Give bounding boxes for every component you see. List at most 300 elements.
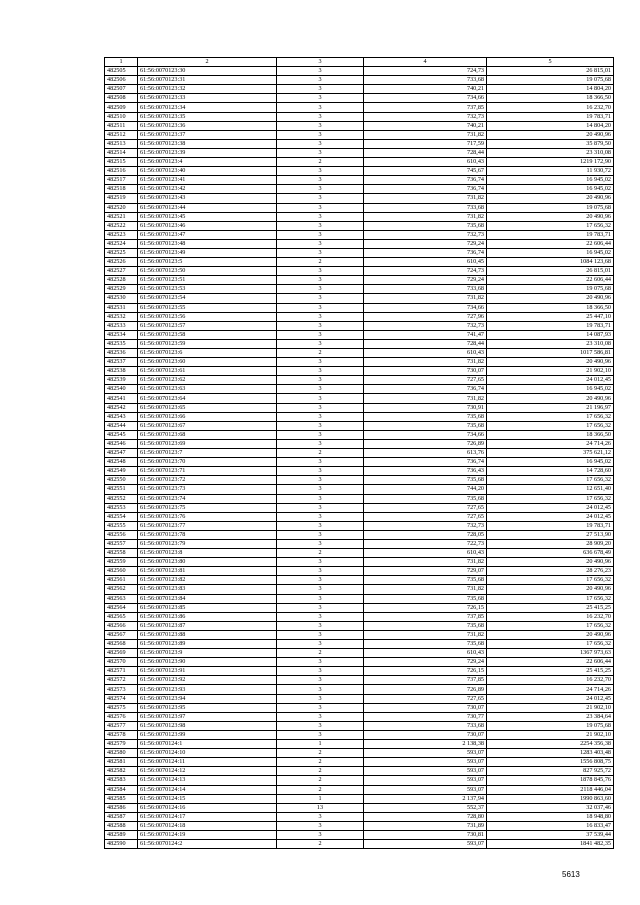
table-row [105,303,614,312]
cadastral-number-cell: 61:56:0070123:56 [138,312,277,321]
cadastral-number-cell: 61:56:0070124:17 [138,812,277,821]
group-cell: 3 [277,812,364,821]
row-number-cell: 482576 [105,712,138,721]
cadastral-value-cell: 27 513,90 [487,530,614,539]
table-row [105,821,614,830]
cadastral-number-cell: 61:56:0070123:31 [138,76,277,85]
specific-value-cell: 733,68 [364,721,487,730]
group-cell: 2 [277,349,364,358]
table-row [105,167,614,176]
row-number-cell: 482571 [105,667,138,676]
cadastral-number-cell: 61:56:0070123:65 [138,403,277,412]
group-cell: 3 [277,485,364,494]
specific-value-cell: 2 137,94 [364,794,487,803]
cadastral-value-cell: 14 804,20 [487,121,614,130]
row-number-cell: 482531 [105,303,138,312]
cadastral-number-cell: 61:56:0070123:53 [138,285,277,294]
group-cell: 3 [277,530,364,539]
cadastral-number-cell: 61:56:0070124:13 [138,776,277,785]
cadastral-value-cell: 16 945,02 [487,248,614,257]
specific-value-cell: 613,76 [364,449,487,458]
table-row [105,367,614,376]
table-row [105,158,614,167]
row-number-cell: 482549 [105,467,138,476]
row-number-cell: 482529 [105,285,138,294]
cadastral-number-cell: 61:56:0070123:9 [138,649,277,658]
cadastral-number-cell: 61:56:0070123:84 [138,594,277,603]
cadastral-value-cell: 19 783,71 [487,321,614,330]
specific-value-cell: 731,82 [364,212,487,221]
specific-value-cell: 731,89 [364,821,487,830]
group-cell: 2 [277,840,364,849]
row-number-cell: 482585 [105,794,138,803]
specific-value-cell: 736,74 [364,176,487,185]
cadastral-value-cell: 21 902,10 [487,703,614,712]
row-number-cell: 482532 [105,312,138,321]
cadastral-number-cell: 61:56:0070123:74 [138,494,277,503]
cadastral-value-cell: 18 366,50 [487,303,614,312]
row-number-cell: 482568 [105,640,138,649]
cadastral-value-cell: 21 902,10 [487,730,614,739]
table-row [105,485,614,494]
table-row [105,85,614,94]
row-number-cell: 482557 [105,539,138,548]
row-number-cell: 482564 [105,603,138,612]
cadastral-number-cell: 61:56:0070123:87 [138,621,277,630]
specific-value-cell: 727,96 [364,312,487,321]
cadastral-value-cell: 1219 172,90 [487,158,614,167]
table-row [105,203,614,212]
specific-value-cell: 2 138,38 [364,740,487,749]
row-number-cell: 482539 [105,376,138,385]
row-number-cell: 482505 [105,67,138,76]
table-row [105,67,614,76]
cadastral-number-cell: 61:56:0070123:41 [138,176,277,185]
specific-value-cell: 610,43 [364,158,487,167]
cadastral-value-cell: 24 714,26 [487,685,614,694]
cadastral-number-cell: 61:56:0070123:43 [138,194,277,203]
table-row [105,658,614,667]
cadastral-value-cell: 22 606,44 [487,658,614,667]
table-row [105,467,614,476]
cadastral-value-cell: 19 783,71 [487,112,614,121]
cadastral-number-cell: 61:56:0070124:11 [138,758,277,767]
cadastral-value-cell: 2254 356,38 [487,740,614,749]
cadastral-value-cell: 28 909,20 [487,539,614,548]
group-cell: 3 [277,239,364,248]
row-number-cell: 482545 [105,430,138,439]
cadastral-value-cell: 20 490,96 [487,630,614,639]
cadastral-value-cell: 1990 863,60 [487,794,614,803]
table-row [105,585,614,594]
group-cell: 3 [277,176,364,185]
cadastral-number-cell: 61:56:0070123:38 [138,139,277,148]
row-number-cell: 482509 [105,103,138,112]
row-number-cell: 482517 [105,176,138,185]
cadastral-number-cell: 61:56:0070123:50 [138,267,277,276]
table-row [105,94,614,103]
cadastral-number-cell: 61:56:0070123:48 [138,239,277,248]
cadastral-value-cell: 24 012,45 [487,376,614,385]
table-row [105,458,614,467]
row-number-cell: 482533 [105,321,138,330]
row-number-cell: 482563 [105,594,138,603]
table-row [105,139,614,148]
table-row [105,603,614,612]
group-cell: 3 [277,294,364,303]
table-row [105,76,614,85]
cadastral-value-cell: 20 490,96 [487,294,614,303]
cadastral-value-cell: 22 606,44 [487,276,614,285]
row-number-cell: 482507 [105,85,138,94]
row-number-cell: 482581 [105,758,138,767]
specific-value-cell: 736,74 [364,185,487,194]
cadastral-value-cell: 375 621,12 [487,449,614,458]
table-row [105,221,614,230]
row-number-cell: 482527 [105,267,138,276]
cadastral-number-cell: 61:56:0070123:46 [138,221,277,230]
specific-value-cell: 729,07 [364,567,487,576]
cadastral-number-cell: 61:56:0070123:36 [138,121,277,130]
table-row [105,412,614,421]
cadastral-number-cell: 61:56:0070123:95 [138,703,277,712]
cadastral-value-cell: 23 310,08 [487,148,614,157]
group-cell: 3 [277,330,364,339]
cadastral-number-cell: 61:56:0070123:89 [138,640,277,649]
table-row [105,148,614,157]
cadastral-value-cell: 1283 403,48 [487,749,614,758]
group-cell: 1 [277,740,364,749]
specific-value-cell: 735,68 [364,494,487,503]
cadastral-value-cell: 16 833,47 [487,821,614,830]
row-number-cell: 482569 [105,649,138,658]
specific-value-cell: 737,85 [364,676,487,685]
row-number-cell: 482541 [105,394,138,403]
specific-value-cell: 733,68 [364,203,487,212]
cadastral-number-cell: 61:56:0070123:82 [138,576,277,585]
cadastral-value-cell: 21 196,97 [487,403,614,412]
specific-value-cell: 735,68 [364,221,487,230]
table-row [105,767,614,776]
cadastral-value-cell: 12 651,40 [487,485,614,494]
cadastral-number-cell: 61:56:0070123:71 [138,467,277,476]
specific-value-cell: 737,85 [364,103,487,112]
row-number-cell: 482513 [105,139,138,148]
row-number-cell: 482521 [105,212,138,221]
table-row [105,358,614,367]
row-number-cell: 482534 [105,330,138,339]
cadastral-value-cell: 19 075,68 [487,203,614,212]
specific-value-cell: 726,89 [364,685,487,694]
specific-value-cell: 745,67 [364,167,487,176]
cadastral-number-cell: 61:56:0070124:16 [138,803,277,812]
cadastral-value-cell: 16 232,70 [487,612,614,621]
cadastral-number-cell: 61:56:0070123:4 [138,158,277,167]
cadastral-number-cell: 61:56:0070123:47 [138,230,277,239]
row-number-cell: 482556 [105,530,138,539]
cadastral-number-cell: 61:56:0070124:1 [138,740,277,749]
specific-value-cell: 727,65 [364,694,487,703]
row-number-cell: 482540 [105,385,138,394]
cadastral-number-cell: 61:56:0070124:12 [138,767,277,776]
cadastral-value-cell: 19 783,71 [487,521,614,530]
group-cell: 3 [277,830,364,839]
cadastral-value-cell: 24 714,26 [487,439,614,448]
specific-value-cell: 593,07 [364,749,487,758]
cadastral-number-cell: 61:56:0070123:94 [138,694,277,703]
group-cell: 2 [277,776,364,785]
table-row [105,730,614,739]
cadastral-value-cell: 17 656,32 [487,640,614,649]
cadastral-number-cell: 61:56:0070123:40 [138,167,277,176]
row-number-cell: 482560 [105,567,138,576]
cadastral-number-cell: 61:56:0070123:77 [138,521,277,530]
group-cell: 3 [277,76,364,85]
cadastral-number-cell: 61:56:0070123:90 [138,658,277,667]
group-cell: 3 [277,385,364,394]
group-cell: 2 [277,649,364,658]
table-row [105,558,614,567]
row-number-cell: 482552 [105,494,138,503]
row-number-cell: 482553 [105,503,138,512]
cadastral-number-cell: 61:56:0070123:93 [138,685,277,694]
row-number-cell: 482538 [105,367,138,376]
cadastral-value-cell: 25 415,25 [487,603,614,612]
cadastral-value-cell: 16 945,02 [487,385,614,394]
table-row [105,512,614,521]
specific-value-cell: 735,68 [364,421,487,430]
group-cell: 3 [277,694,364,703]
specific-value-cell: 724,73 [364,67,487,76]
table-row [105,640,614,649]
table-row [105,321,614,330]
table-row [105,694,614,703]
group-cell: 3 [277,685,364,694]
row-number-cell: 482551 [105,485,138,494]
table-row [105,740,614,749]
specific-value-cell: 736,74 [364,385,487,394]
table-row [105,276,614,285]
cadastral-value-cell: 24 012,45 [487,694,614,703]
group-cell: 3 [277,203,364,212]
row-number-cell: 482574 [105,694,138,703]
cadastral-value-cell: 16 945,02 [487,176,614,185]
table-row [105,248,614,257]
group-cell: 3 [277,567,364,576]
cadastral-value-cell: 18 366,50 [487,94,614,103]
cadastral-number-cell: 61:56:0070123:32 [138,85,277,94]
cadastral-number-cell: 61:56:0070123:78 [138,530,277,539]
cadastral-number-cell: 61:56:0070123:5 [138,258,277,267]
specific-value-cell: 729,24 [364,276,487,285]
group-cell: 3 [277,467,364,476]
cadastral-number-cell: 61:56:0070123:91 [138,667,277,676]
cadastral-number-cell: 61:56:0070123:98 [138,721,277,730]
table-row [105,503,614,512]
cadastral-number-cell: 61:56:0070123:42 [138,185,277,194]
column-header-1: 1 [105,58,138,67]
table-row [105,576,614,585]
group-cell: 2 [277,258,364,267]
table-row [105,439,614,448]
specific-value-cell: 734,66 [364,303,487,312]
group-cell: 3 [277,167,364,176]
row-number-cell: 482572 [105,676,138,685]
row-number-cell: 482590 [105,840,138,849]
row-number-cell: 482512 [105,130,138,139]
group-cell: 3 [277,148,364,157]
row-number-cell: 482520 [105,203,138,212]
table-row [105,685,614,694]
row-number-cell: 482514 [105,148,138,157]
group-cell: 3 [277,194,364,203]
row-number-cell: 482548 [105,458,138,467]
cadastral-value-cell: 1878 845,76 [487,776,614,785]
cadastral-number-cell: 61:56:0070123:60 [138,358,277,367]
table-row [105,521,614,530]
cadastral-value-cell: 20 490,96 [487,585,614,594]
group-cell: 3 [277,130,364,139]
table-row [105,121,614,130]
row-number-cell: 482565 [105,612,138,621]
specific-value-cell: 593,07 [364,758,487,767]
table-row [105,776,614,785]
table-row [105,339,614,348]
cadastral-number-cell: 61:56:0070123:73 [138,485,277,494]
group-cell: 3 [277,521,364,530]
cadastral-value-cell: 28 276,23 [487,567,614,576]
group-cell: 3 [277,367,364,376]
group-cell: 2 [277,449,364,458]
group-cell: 3 [277,721,364,730]
specific-value-cell: 726,15 [364,667,487,676]
cadastral-value-cell: 20 490,96 [487,558,614,567]
specific-value-cell: 730,91 [364,403,487,412]
cadastral-number-cell: 61:56:0070123:30 [138,67,277,76]
row-number-cell: 482511 [105,121,138,130]
cadastral-value-cell: 21 902,10 [487,367,614,376]
row-number-cell: 482510 [105,112,138,121]
cadastral-value-cell: 1841 482,35 [487,840,614,849]
row-number-cell: 482519 [105,194,138,203]
table-row [105,567,614,576]
group-cell: 3 [277,230,364,239]
row-number-cell: 482525 [105,248,138,257]
row-number-cell: 482570 [105,658,138,667]
group-cell: 2 [277,785,364,794]
group-cell: 3 [277,430,364,439]
specific-value-cell: 736,74 [364,458,487,467]
specific-value-cell: 732,73 [364,321,487,330]
group-cell: 3 [277,85,364,94]
row-number-cell: 482550 [105,476,138,485]
specific-value-cell: 735,68 [364,621,487,630]
row-number-cell: 482580 [105,749,138,758]
cadastral-value-cell: 1084 123,68 [487,258,614,267]
column-header-4: 4 [364,58,487,67]
row-number-cell: 482567 [105,630,138,639]
specific-value-cell: 610,45 [364,258,487,267]
cadastral-value-cell: 17 656,32 [487,412,614,421]
table-row [105,594,614,603]
table-row [105,749,614,758]
cadastral-number-cell: 61:56:0070123:57 [138,321,277,330]
row-number-cell: 482536 [105,349,138,358]
cadastral-value-cell: 16 232,70 [487,676,614,685]
cadastral-value-cell: 20 490,96 [487,130,614,139]
cadastral-number-cell: 61:56:0070123:55 [138,303,277,312]
cadastral-value-cell: 827 925,72 [487,767,614,776]
column-header-3: 3 [277,58,364,67]
group-cell: 3 [277,576,364,585]
row-number-cell: 482547 [105,449,138,458]
cadastral-number-cell: 61:56:0070123:49 [138,248,277,257]
cadastral-value-cell: 14 804,20 [487,85,614,94]
cadastral-value-cell: 35 879,50 [487,139,614,148]
group-cell: 3 [277,312,364,321]
specific-value-cell: 732,73 [364,230,487,239]
table-row [105,430,614,439]
cadastral-number-cell: 61:56:0070124:18 [138,821,277,830]
cadastral-value-table [104,57,614,849]
specific-value-cell: 717,59 [364,139,487,148]
specific-value-cell: 730,07 [364,730,487,739]
cadastral-value-cell: 2118 446,04 [487,785,614,794]
cadastral-value-cell: 16 945,02 [487,458,614,467]
row-number-cell: 482573 [105,685,138,694]
cadastral-value-cell: 20 490,96 [487,358,614,367]
cadastral-number-cell: 61:56:0070123:37 [138,130,277,139]
group-cell: 3 [277,512,364,521]
cadastral-value-cell: 16 232,70 [487,103,614,112]
specific-value-cell: 733,68 [364,285,487,294]
specific-value-cell: 728,80 [364,812,487,821]
group-cell: 3 [277,403,364,412]
specific-value-cell: 728,44 [364,339,487,348]
group-cell: 3 [277,421,364,430]
specific-value-cell: 744,20 [364,485,487,494]
table-row [105,385,614,394]
cadastral-value-cell: 20 490,96 [487,212,614,221]
cadastral-value-cell: 636 678,49 [487,549,614,558]
group-cell: 3 [277,321,364,330]
table-header-row [105,58,614,67]
specific-value-cell: 732,73 [364,112,487,121]
cadastral-value-cell: 25 447,10 [487,312,614,321]
group-cell: 3 [277,267,364,276]
group-cell: 3 [277,285,364,294]
cadastral-value-cell: 32 037,46 [487,803,614,812]
row-number-cell: 482554 [105,512,138,521]
cadastral-number-cell: 61:56:0070123:64 [138,394,277,403]
row-number-cell: 482584 [105,785,138,794]
group-cell: 3 [277,221,364,230]
cadastral-value-cell: 20 490,96 [487,394,614,403]
table-row [105,758,614,767]
cadastral-number-cell: 61:56:0070123:66 [138,412,277,421]
specific-value-cell: 726,15 [364,603,487,612]
row-number-cell: 482558 [105,549,138,558]
cadastral-value-cell: 17 656,32 [487,621,614,630]
table-row [105,230,614,239]
table-row [105,130,614,139]
group-cell: 2 [277,549,364,558]
cadastral-value-cell: 23 310,08 [487,339,614,348]
specific-value-cell: 730,77 [364,712,487,721]
row-number-cell: 482524 [105,239,138,248]
table-row [105,785,614,794]
specific-value-cell: 610,43 [364,549,487,558]
